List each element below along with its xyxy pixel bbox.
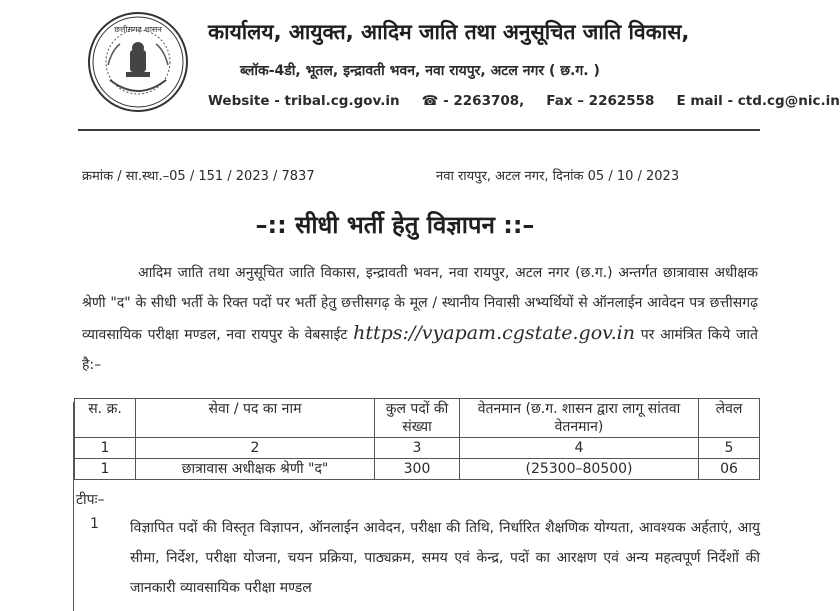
intro-paragraph [82,258,758,380]
table-cell: 06 [699,459,760,480]
table-index-row [75,438,760,459]
table-cell: 5 [699,438,760,459]
note-text: विज्ञापित पदों की विस्तृत विज्ञापन, ऑनलाईन आवेदन, परीक्षा की तिथि, निर्धारित शैक्षणिक योग्यता, आवश्यक अर्हताएं, आयु सीमा, निर्देश, परीक्षा योजना, चयन प्रक्रिया, पाठ्यक्रम, समय एवं केन्द्र, पदों का आरक्षण एवं अन्य महत्वपूर्ण निर्देशों की जानकारी व्यावसायिक परीक्षा मण्डल [130,520,760,596]
email-link[interactable]: E mail - ctd.cg@nic.in [676,93,840,109]
place-date: नवा रायपुर, अटल नगर, दिनांक 05 / 10 / 2023 [436,169,680,184]
notes-label: टीपः– [76,492,105,508]
office-address: ब्लॉक-4डी, भूतल, इन्द्रावती भवन, नवा रायपुर, अटल नगर ( छ.ग. ) [240,63,600,79]
table-cell: 3 [375,438,460,459]
table-header-row [75,399,760,438]
intro-text-end: पर आमंत्रित किये जाते है:– [82,327,758,373]
table-cell: 1 [75,459,136,480]
office-title: कार्यालय, आयुक्त, आदिम जाति तथा अनुसूचित जाति विकास, [208,20,690,44]
note-number: 1 [90,516,99,532]
table-cell: 1 [75,438,136,459]
table-cell: 2 [136,438,375,459]
col-serial-header: स. क्र. [75,399,136,438]
phone-number: ☎ - 2263708, [421,93,525,109]
state-emblem-seal [86,10,190,114]
col-payscale-header: वेतनमान (छ.ग. शासन द्वारा लागू सांतवा वेतनमान) [460,399,699,438]
table-row [75,459,760,480]
posts-table [74,398,760,480]
intro-text: आदिम जाति तथा अनुसूचित जाति विकास, इन्द्रावती भवन, नवा रायपुर, अटल नगर (छ.ग.) अन्तर्गत छात्रावास अधीक्षक श्रेणी "द" के सीधी भर्ती के रिक्त पदों पर भर्ती हेतु छत्तीसगढ़ के मूल / स्थानीय निवासी अभ्यर्थियों से ऑनलाईन आवेदन पत्र छत्तीसगढ़ व्यावसायिक परीक्षा मण्डल, नवा रायपुर के वेबसाईट [82,265,758,343]
header-divider [78,129,760,131]
table-cell: छात्रावास अधीक्षक श्रेणी "द" [136,459,375,480]
table-cell: (25300–80500) [460,459,699,480]
seal-text: छत्तीसगढ़ शासन [114,25,162,34]
contact-line [208,93,840,109]
col-level-header: लेवल [699,399,760,438]
reference-number: क्रमांक / सा.स्था.–05 / 151 / 2023 / 7837 [82,169,315,184]
website-link[interactable]: Website - tribal.cg.gov.in [208,93,400,109]
col-count-header: कुल पदों की संख्या [375,399,460,438]
vyapam-url-link[interactable]: https://vyapam.cgstate.gov.in [353,322,635,344]
fax-number: Fax – 2262558 [546,93,655,109]
table-cell: 4 [460,438,699,459]
col-post-header: सेवा / पद का नाम [136,399,375,438]
table-cell: 300 [375,459,460,480]
advertisement-heading: –:: सीधी भर्ती हेतु विज्ञापन ::– [255,211,535,239]
